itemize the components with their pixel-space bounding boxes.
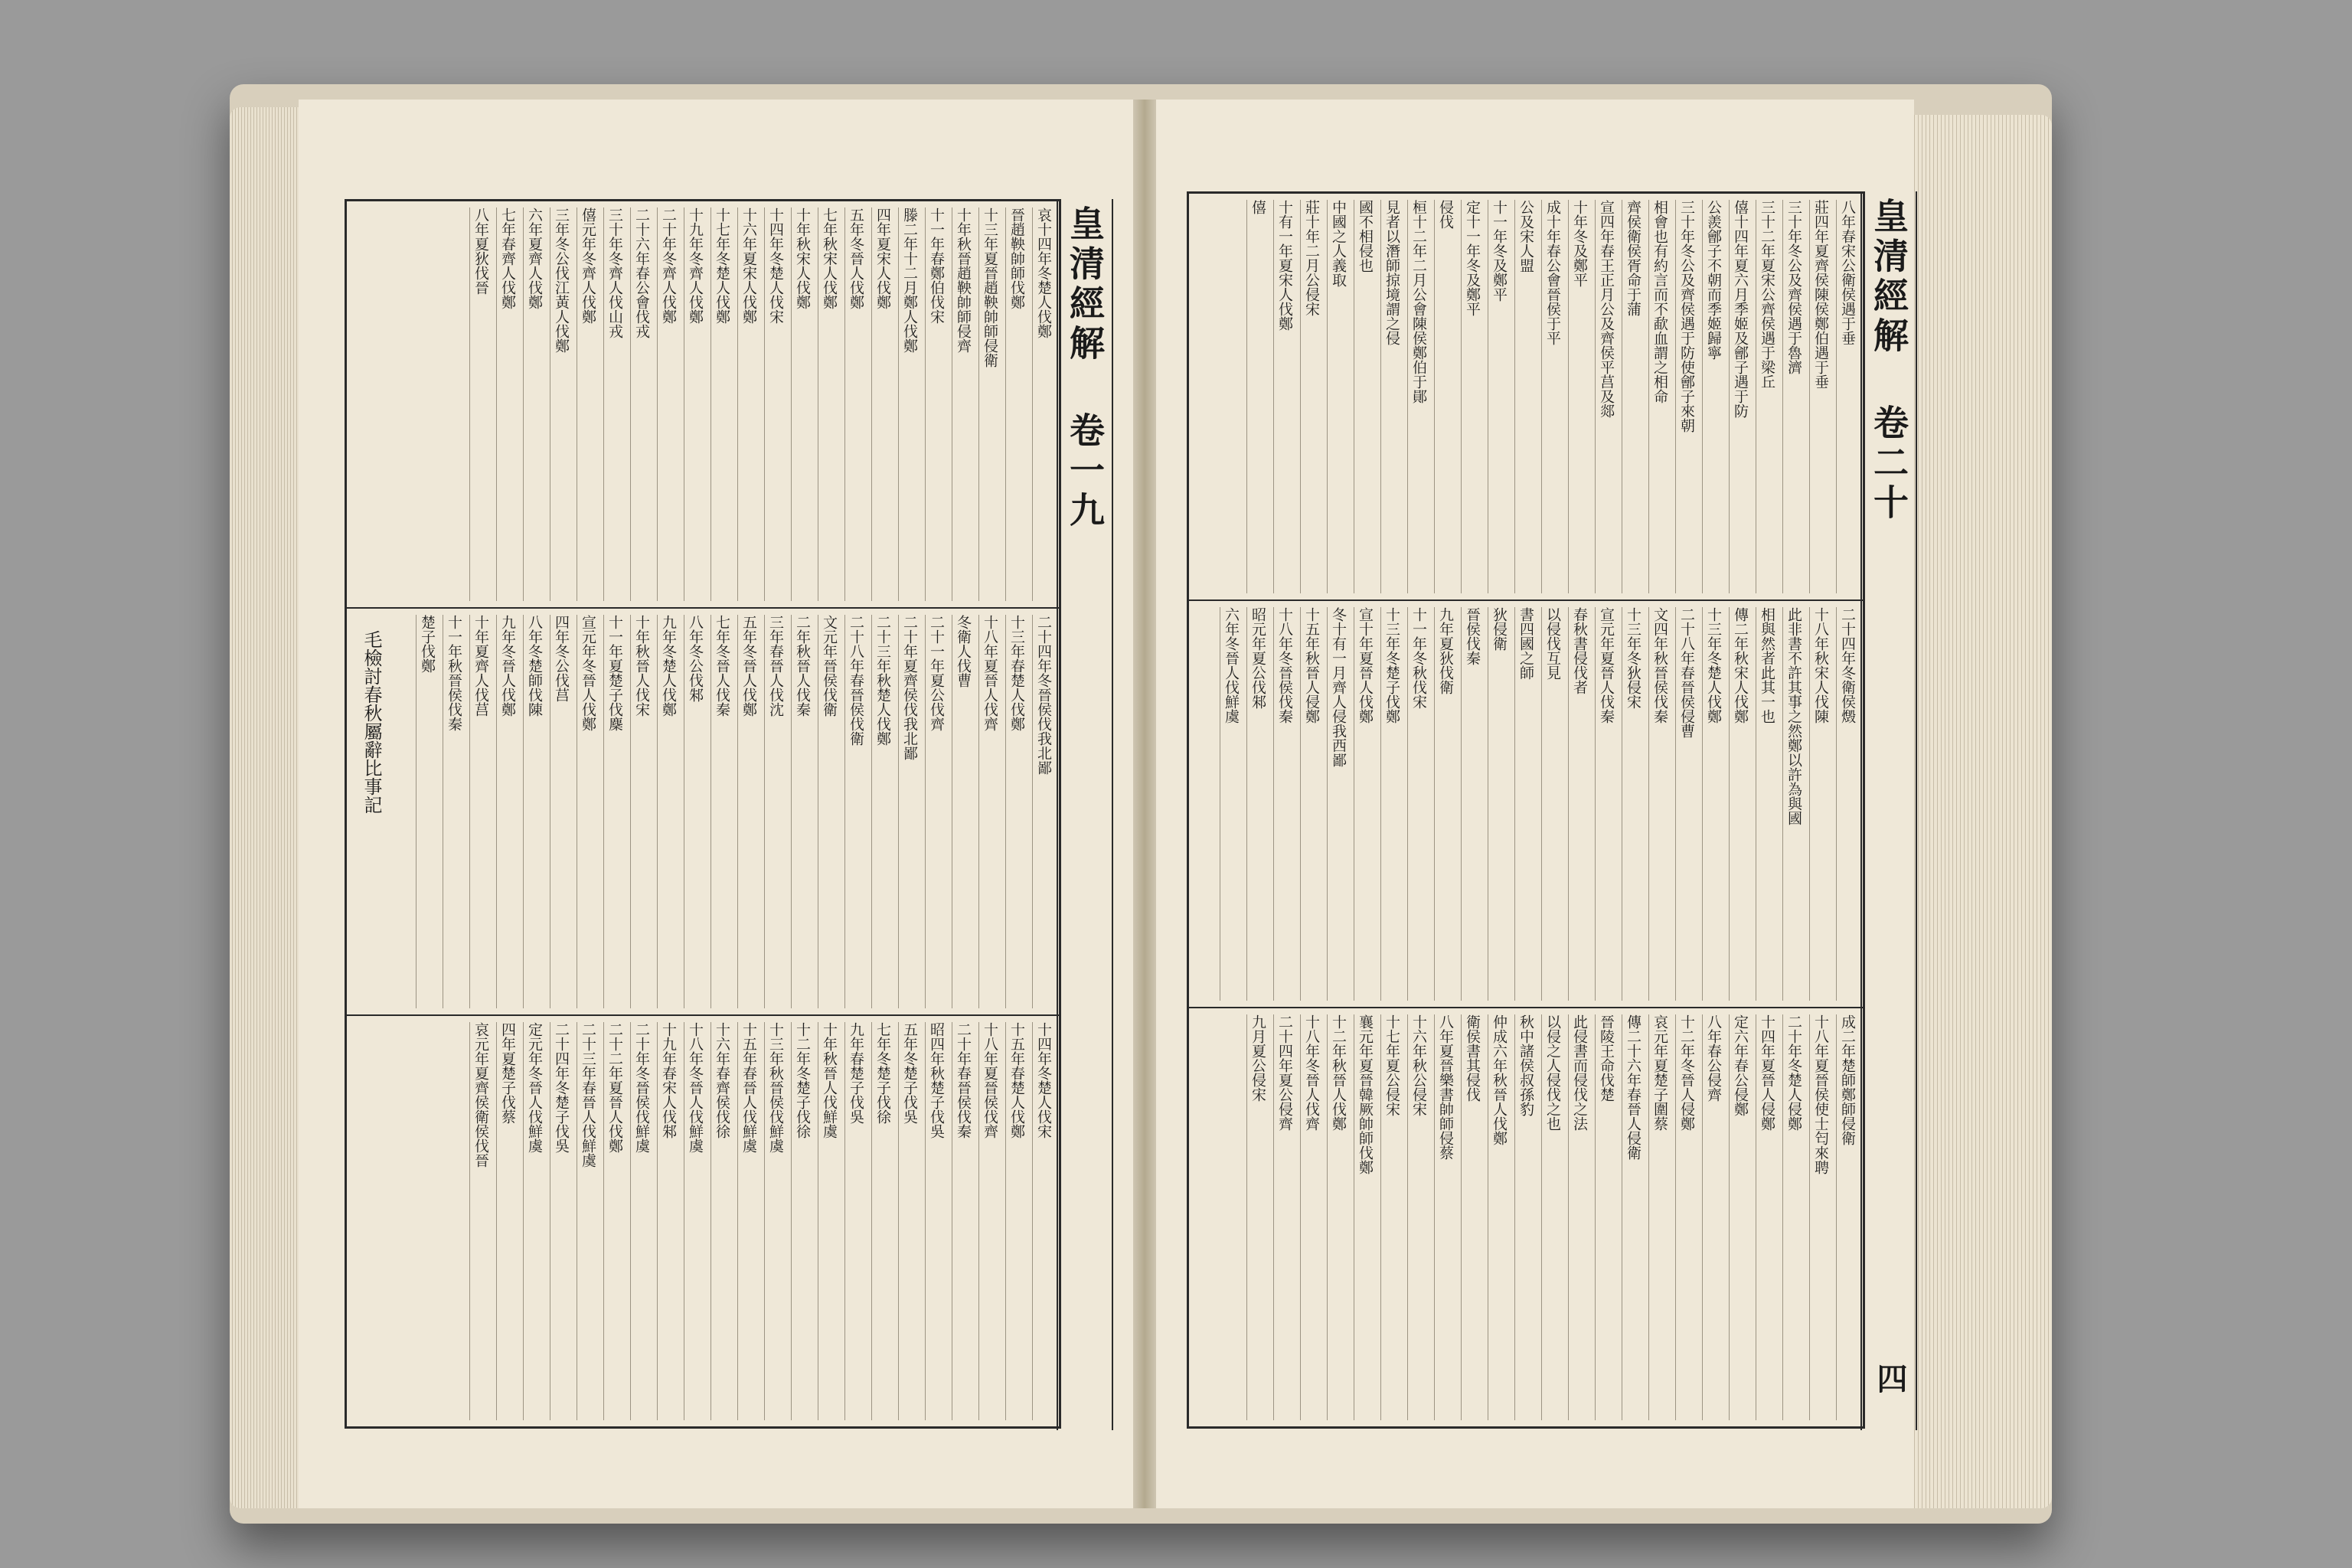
right-band-bottom: [1189, 1008, 1863, 1426]
text-column: 三十年冬齊人伐山戎: [603, 207, 626, 601]
text-column: 仲成六年秋晉人伐鄭: [1488, 1014, 1510, 1420]
text-column: 哀元年夏楚子圍蔡: [1648, 1014, 1671, 1420]
text-column: 十二年秋晉人伐鄭: [1327, 1014, 1349, 1420]
right-band-middle-columns: [1194, 607, 1858, 1001]
text-column: 僖元年冬齊人伐鄭: [577, 207, 599, 601]
right-page-frame: [1187, 191, 1865, 1429]
text-column: 冬十有一月齊人侵我西鄙: [1327, 607, 1349, 1001]
text-column: 定元年冬晉人伐鮮虞: [523, 1022, 545, 1420]
text-column: 三十二年夏宋公齊侯遇于梁丘: [1756, 200, 1778, 593]
text-column: 哀元年夏齊侯衛侯伐晉: [469, 1022, 492, 1420]
text-column: 十三年春楚人伐鄭: [1005, 615, 1027, 1008]
text-column: 二十年冬晉侯伐鮮虞: [630, 1022, 652, 1420]
text-column: 十有一年夏宋人伐鄭: [1273, 200, 1295, 593]
text-column: 二十年春晉侯伐秦: [952, 1022, 974, 1420]
text-column: 成二年楚師鄭師侵衛: [1836, 1014, 1858, 1420]
right-band-bottom-columns: [1194, 1014, 1858, 1420]
text-column: 相與然者此其一也: [1756, 607, 1778, 1001]
text-column: 二十八年春晉侯伐衛: [844, 615, 867, 1008]
text-column: 二十一年夏公伐齊: [925, 615, 947, 1008]
text-column: 九年冬楚人伐鄭: [657, 615, 679, 1008]
text-column: 八年冬楚師伐陳: [523, 615, 545, 1008]
text-column: 十九年冬齊人伐鄭: [684, 207, 706, 601]
text-column: 二十四年冬楚子伐吳: [550, 1022, 572, 1420]
text-column: 宣四年春王正月公及齊侯平莒及郯: [1595, 200, 1617, 593]
text-column: 二十年夏齊侯伐我北鄙: [898, 615, 920, 1008]
left-band-bottom-columns: [351, 1022, 1054, 1420]
text-column: 十年冬及鄭平: [1568, 200, 1590, 593]
text-column: 春秋書侵伐者: [1568, 607, 1590, 1001]
right-spine-title: [1860, 191, 1917, 1430]
text-column: 十八年冬晉人伐鮮虞: [684, 1022, 706, 1420]
section-title: 毛檢討春秋屬辭比事記: [361, 630, 382, 814]
text-column: 桓十二年二月公會陳侯鄭伯于鄖: [1407, 200, 1429, 593]
text-column: 文元年晉侯伐衛: [818, 615, 840, 1008]
text-column: 十三年冬楚子伐鄭: [1380, 607, 1403, 1001]
text-column: 七年冬晉人伐秦: [710, 615, 733, 1008]
text-column: 十年秋晉人伐鮮虞: [818, 1022, 840, 1420]
right-page: [1156, 100, 1914, 1508]
text-column: 襄元年夏晉韓厥帥師伐鄭: [1354, 1014, 1376, 1420]
text-column: 十一年冬秋伐宋: [1407, 607, 1429, 1001]
text-column: 十四年冬楚人伐宋: [764, 207, 786, 601]
text-column: 僖: [1246, 200, 1269, 593]
text-column: 六年冬晉人伐鮮虞: [1220, 607, 1242, 1001]
right-band-top: [1189, 194, 1863, 601]
text-column: 十一年夏楚子伐麇: [603, 615, 626, 1008]
left-band-bottom: [347, 1016, 1059, 1426]
text-column: 十六年春齊侯伐徐: [710, 1022, 733, 1420]
text-column: 二年秋晉人伐秦: [791, 615, 813, 1008]
text-column: 以侵之人侵伐之也: [1541, 1014, 1563, 1420]
text-column: 十五年春晉人伐鮮虞: [737, 1022, 760, 1420]
text-column: 十三年冬楚人伐鄭: [1702, 607, 1724, 1001]
text-column: 定六年春公侵鄭: [1729, 1014, 1751, 1420]
text-column: 三十年冬公及齊侯遇于防使鄶子來朝: [1675, 200, 1697, 593]
text-column: 八年春宋公衛侯遇于垂: [1836, 200, 1858, 593]
text-column: 十三年夏晉趙鞅帥師侵衛: [978, 207, 1001, 601]
text-column: 二十二年夏晉人伐鄭: [603, 1022, 626, 1420]
left-page-frame: [345, 199, 1061, 1429]
left-band-top: [347, 201, 1059, 609]
text-column: 秋中諸侯叔孫豹: [1514, 1014, 1537, 1420]
text-column: 冬衛人伐曹: [952, 615, 974, 1008]
text-column: 滕二年十二月鄭人伐鄭: [898, 207, 920, 601]
text-column: 書四國之師: [1514, 607, 1537, 1001]
text-column: 十八年夏晉侯伐齊: [978, 1022, 1001, 1420]
text-column: 侵伐: [1434, 200, 1456, 593]
text-column: 宣元年冬晉人伐鄭: [577, 615, 599, 1008]
text-column: 二十年冬齊人伐鄭: [657, 207, 679, 601]
text-column: 衛侯書其侵伐: [1461, 1014, 1483, 1420]
text-column: 見者以潛師掠境謂之侵: [1380, 200, 1403, 593]
text-column: 十四年冬楚人伐宋: [1032, 1022, 1054, 1420]
text-column: 四年冬公伐莒: [550, 615, 572, 1008]
text-column: 宣十年夏晉人伐鄭: [1354, 607, 1376, 1001]
text-column: 三年春晉人伐沈: [764, 615, 786, 1008]
text-column: 三十年冬公及齊侯遇于魯濟: [1782, 200, 1805, 593]
left-spine-title: [1057, 199, 1113, 1430]
text-column: 莊四年夏齊侯陳侯鄭伯遇于垂: [1809, 200, 1831, 593]
right-page-number: 四: [1872, 1363, 1908, 1393]
text-column: 僖十四年夏六月季姬及鄶子遇于防: [1729, 200, 1751, 593]
text-column: 定十一年冬及鄭平: [1461, 200, 1483, 593]
right-spine-book-title: 皇清經解: [1868, 198, 1909, 357]
text-column: 九年冬晉人伐鄭: [496, 615, 518, 1008]
text-column: 宣元年夏晉人伐秦: [1595, 607, 1617, 1001]
text-column: 五年冬晉人伐鄭: [737, 615, 760, 1008]
text-column: 文四年秋晉侯伐秦: [1648, 607, 1671, 1001]
right-band-middle: [1189, 601, 1863, 1008]
text-column: 二十四年冬衛侯燬: [1836, 607, 1858, 1001]
text-column: 狄侵衛: [1488, 607, 1510, 1001]
text-column: 八年冬公伐邾: [684, 615, 706, 1008]
text-column: 十七年冬楚人伐鄭: [710, 207, 733, 601]
text-column: 七年秋宋人伐鄭: [818, 207, 840, 601]
right-spine-volume: 卷二十: [1868, 404, 1909, 524]
book-gutter: [1133, 100, 1156, 1508]
text-column: 四年夏楚子伐蔡: [496, 1022, 518, 1420]
text-column: 八年春公侵齊: [1702, 1014, 1724, 1420]
text-column: 十一年秋晉侯伐秦: [443, 615, 465, 1008]
text-column: 十九年春宋人伐邾: [657, 1022, 679, 1420]
text-column: 三年冬公伐江黃人伐鄭: [550, 207, 572, 601]
text-column: 十八年冬晉侯伐秦: [1273, 607, 1295, 1001]
text-column: 二十六年春公會伐戎: [630, 207, 652, 601]
text-column: 十四年夏晉人侵鄭: [1756, 1014, 1778, 1420]
text-column: 二十三年秋楚人伐鄭: [871, 615, 893, 1008]
text-column: 此非書不許其事之然鄭以許為與國: [1782, 607, 1805, 1001]
text-column: 中國之人義取: [1327, 200, 1349, 593]
text-column: 以侵伐互見: [1541, 607, 1563, 1001]
text-column: 昭元年夏公伐邾: [1246, 607, 1269, 1001]
text-column: 六年夏齊人伐鄭: [523, 207, 545, 601]
text-column: 此侵書而侵伐之法: [1568, 1014, 1590, 1420]
text-column: 晉侯伐秦: [1461, 607, 1483, 1001]
text-column: 十年秋宋人伐鄭: [791, 207, 813, 601]
text-column: 楚子伐鄭: [416, 615, 438, 1008]
text-column: 二十三年春晉人伐鮮虞: [577, 1022, 599, 1420]
text-column: 二十年冬楚人侵鄭: [1782, 1014, 1805, 1420]
text-column: 昭四年秋楚子伐吳: [925, 1022, 947, 1420]
text-column: 十一年春鄭伯伐宋: [925, 207, 947, 601]
text-column: 公羨鄶子不朝而季姬歸寧: [1702, 200, 1724, 593]
text-column: 十一年冬及鄭平: [1488, 200, 1510, 593]
text-column: 九年春楚子伐吳: [844, 1022, 867, 1420]
text-column: 十八年冬晉人伐齊: [1300, 1014, 1322, 1420]
text-column: 十二年冬晉人侵鄭: [1675, 1014, 1697, 1420]
text-column: 十五年春楚人伐鄭: [1005, 1022, 1027, 1420]
text-column: 十八年夏晉侯使士匄來聘: [1809, 1014, 1831, 1420]
left-band-top-columns: [351, 207, 1054, 601]
right-band-top-columns: [1194, 200, 1858, 593]
text-column: 七年春齊人伐鄭: [496, 207, 518, 601]
text-column: 公及宋人盟: [1514, 200, 1537, 593]
left-band-middle: [347, 609, 1059, 1016]
text-column: 九年夏狄伐衛: [1434, 607, 1456, 1001]
left-page: [299, 100, 1133, 1508]
left-spine-book-title: 皇清經解: [1064, 205, 1106, 364]
text-column: 十年秋晉人伐宋: [630, 615, 652, 1008]
text-column: 九月夏公侵宋: [1246, 1014, 1269, 1420]
text-column: 傳二十六年春晉人侵衛: [1622, 1014, 1644, 1420]
text-column: 相會也有約言而不歃血謂之相命: [1648, 200, 1671, 593]
text-column: 晉趙鞅帥師伐鄭: [1005, 207, 1027, 601]
text-column: 五年冬楚子伐吳: [898, 1022, 920, 1420]
text-column: 十八年夏晉人伐齊: [978, 615, 1001, 1008]
text-column: 八年夏晉樂書帥師侵蔡: [1434, 1014, 1456, 1420]
text-column: 十二年冬楚子伐徐: [791, 1022, 813, 1420]
text-column: 成十年春公會晉侯于平: [1541, 200, 1563, 593]
text-column: 十年夏齊人伐莒: [469, 615, 492, 1008]
text-column: 八年夏狄伐晉: [469, 207, 492, 601]
text-column: 四年夏宋人伐鄭: [871, 207, 893, 601]
text-column: 哀十四年冬楚人伐鄭: [1032, 207, 1054, 601]
text-column: 十年秋晉趙鞅帥師侵齊: [952, 207, 974, 601]
text-column: 十六年秋公侵宋: [1407, 1014, 1429, 1420]
text-column: 晉陵王命伐楚: [1595, 1014, 1617, 1420]
text-column: 二十四年冬晉侯伐我北鄙: [1032, 615, 1054, 1008]
page-edges-right: [1906, 115, 2052, 1508]
text-column: 國不相侵也: [1354, 200, 1376, 593]
text-column: 莊十年二月公侵宋: [1300, 200, 1322, 593]
left-spine-volume: 卷一九: [1064, 412, 1106, 532]
text-column: 傳二年秋宋人伐鄭: [1729, 607, 1751, 1001]
text-column: 二十八年春晉侯侵曹: [1675, 607, 1697, 1001]
text-column: 十三年秋晉侯伐鮮虞: [764, 1022, 786, 1420]
text-column: 十六年夏宋人伐鄭: [737, 207, 760, 601]
text-column: 五年冬晉人伐鄭: [844, 207, 867, 601]
text-column: 十五年秋晉人侵鄭: [1300, 607, 1322, 1001]
text-column: 十七年夏公侵宋: [1380, 1014, 1403, 1420]
text-column: 十八年秋宋人伐陳: [1809, 607, 1831, 1001]
open-book: [230, 84, 2052, 1524]
text-column: 齊侯衛侯胥命于蒲: [1622, 200, 1644, 593]
text-column: 二十四年夏公侵齊: [1273, 1014, 1295, 1420]
text-column: 七年冬楚子伐徐: [871, 1022, 893, 1420]
text-column: 十三年冬狄侵宋: [1622, 607, 1644, 1001]
left-band-middle-columns: [351, 615, 1054, 1008]
